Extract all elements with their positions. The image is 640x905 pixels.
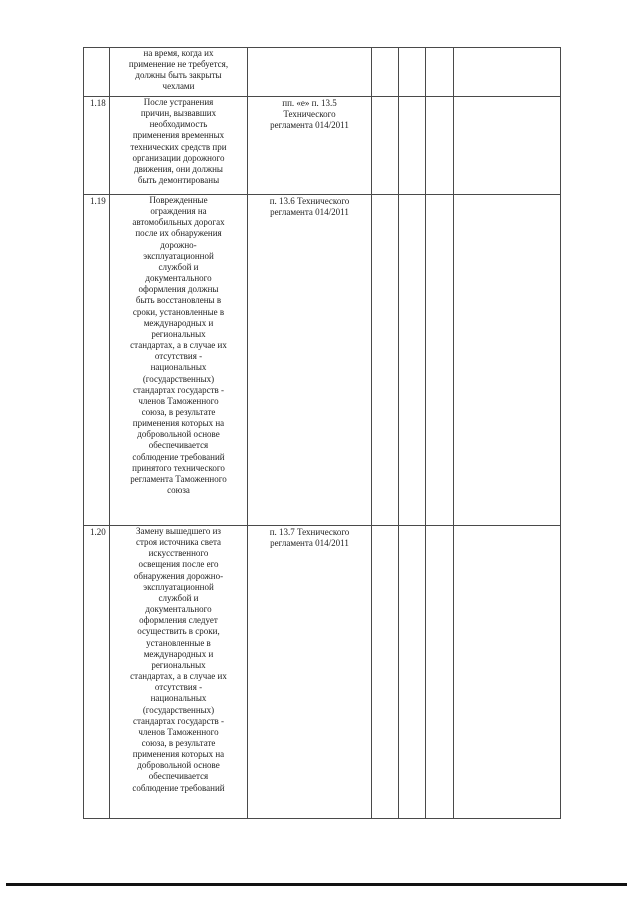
requirement-text: Замену вышедшего из строя источника света искусственного освещения после его обнаружения дорожно- эксплуатационной службой и документального оформления следует осуществить в сроки, установленные в международных и региональных стандартах, а в случае их отсутствия - национальных (государственных) стандартах государств - членов Таможенного союза, в результате применения которых на добровольной основе обеспечивается соблюдение требований	[110, 526, 248, 819]
table-row	[84, 526, 561, 819]
answer-yes-cell	[372, 48, 399, 97]
answer-no-cell	[399, 195, 426, 526]
page-bottom-rule	[6, 883, 627, 886]
row-number	[84, 48, 110, 97]
requirement-text: на время, когда их применение не требуется, должны быть закрыты чехлами	[110, 48, 248, 97]
row-number: 1.18	[84, 97, 110, 195]
table-row	[84, 48, 561, 97]
notes-cell	[454, 48, 561, 97]
requirement-text: После устранения причин, вызвавших необходимость применения временных технических средств при организации дорожного движения, они должны быть демонтированы	[110, 97, 248, 195]
answer-na-cell	[426, 97, 454, 195]
answer-yes-cell	[372, 195, 399, 526]
table-row	[84, 97, 561, 195]
regulation-reference	[248, 48, 372, 97]
row-number: 1.20	[84, 526, 110, 819]
answer-no-cell	[399, 97, 426, 195]
answer-no-cell	[399, 48, 426, 97]
regulation-reference: п. 13.7 Технического регламента 014/2011	[248, 526, 372, 819]
answer-yes-cell	[372, 97, 399, 195]
answer-yes-cell	[372, 526, 399, 819]
answer-na-cell	[426, 526, 454, 819]
checklist-table	[83, 47, 561, 819]
requirement-text: Поврежденные ограждения на автомобильных дорогах после их обнаружения дорожно- эксплуатационной службой и документального оформления должны быть восстановлены в сроки, установленные в международных и региональных стандартах, а в случае их отсутствия - национальных (государственных) стандартах государств - членов Таможенного союза, в результате применения которых на добровольной основе обеспечивается соблюдение требований принятого технического регламента Таможенного союза	[110, 195, 248, 526]
answer-na-cell	[426, 48, 454, 97]
notes-cell	[454, 526, 561, 819]
answer-na-cell	[426, 195, 454, 526]
notes-cell	[454, 195, 561, 526]
regulation-reference: пп. «е» п. 13.5 Технического регламента 014/2011	[248, 97, 372, 195]
row-number: 1.19	[84, 195, 110, 526]
answer-no-cell	[399, 526, 426, 819]
regulation-reference: п. 13.6 Технического регламента 014/2011	[248, 195, 372, 526]
table-row	[84, 195, 561, 526]
notes-cell	[454, 97, 561, 195]
